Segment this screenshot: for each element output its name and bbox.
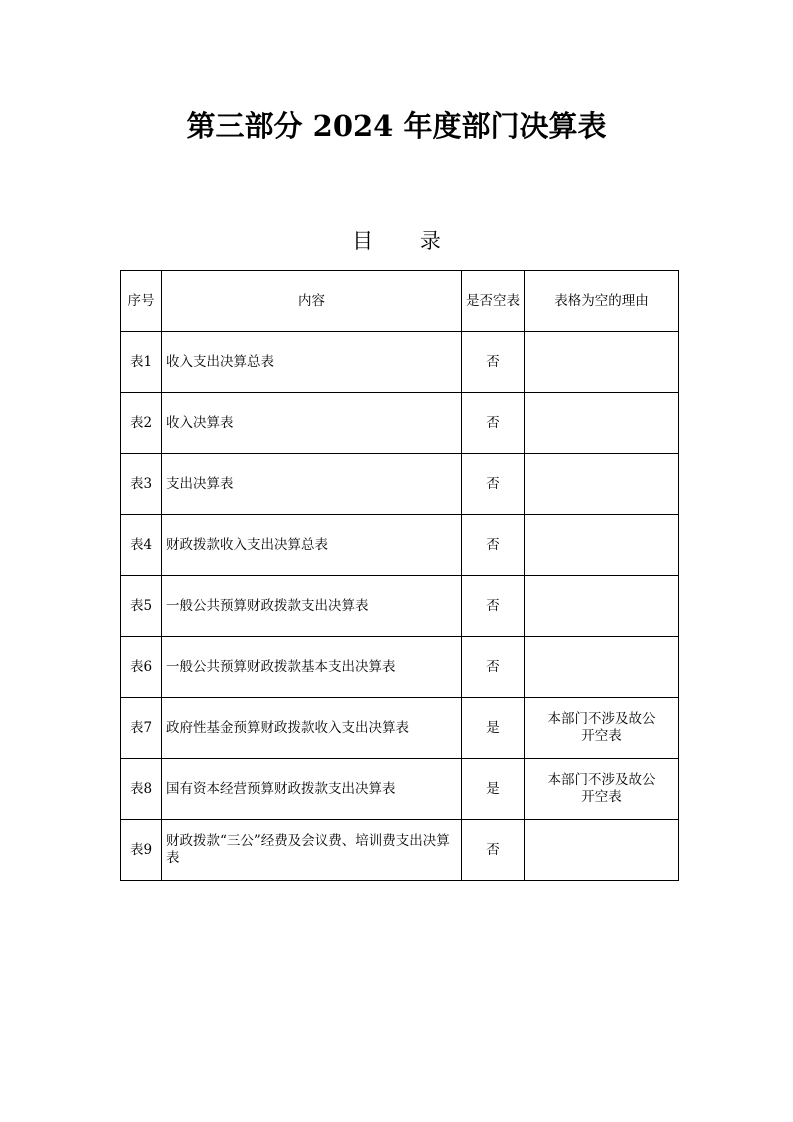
row-content: 收入支出决算总表 <box>162 332 462 393</box>
row-no: 表1 <box>121 332 162 393</box>
row-content: 一般公共预算财政拨款支出决算表 <box>162 576 462 637</box>
row-no: 表6 <box>121 637 162 698</box>
header-is-empty: 是否空表 <box>462 271 525 332</box>
row-reason <box>525 637 679 698</box>
row-no: 表2 <box>121 393 162 454</box>
table-row <box>121 454 679 515</box>
row-no: 表4 <box>121 515 162 576</box>
toc-heading: 目 录 <box>352 229 461 253</box>
header-content: 内容 <box>162 271 462 332</box>
row-reason: 本部门不涉及故公开空表 <box>525 698 679 759</box>
row-is-empty: 否 <box>462 515 525 576</box>
table-row <box>121 515 679 576</box>
row-no: 表3 <box>121 454 162 515</box>
row-reason <box>525 576 679 637</box>
header-no: 序号 <box>121 271 162 332</box>
row-is-empty: 是 <box>462 698 525 759</box>
row-is-empty: 否 <box>462 576 525 637</box>
row-content: 收入决算表 <box>162 393 462 454</box>
table-header-row <box>121 271 679 332</box>
row-no: 表8 <box>121 759 162 820</box>
row-reason <box>525 820 679 881</box>
row-content: 支出决算表 <box>162 454 462 515</box>
row-no: 表9 <box>121 820 162 881</box>
table-row <box>121 759 679 820</box>
document-title: 第三部分 2024 年度部门决算表 <box>186 109 607 143</box>
row-is-empty: 否 <box>462 393 525 454</box>
table-row <box>121 637 679 698</box>
row-content: 政府性基金预算财政拨款收入支出决算表 <box>162 698 462 759</box>
row-content: 财政拨款收入支出决算总表 <box>162 515 462 576</box>
row-content: 国有资本经营预算财政拨款支出决算表 <box>162 759 462 820</box>
row-is-empty: 否 <box>462 332 525 393</box>
row-reason: 本部门不涉及故公开空表 <box>525 759 679 820</box>
row-content: 一般公共预算财政拨款基本支出决算表 <box>162 637 462 698</box>
row-no: 表7 <box>121 698 162 759</box>
table-row <box>121 820 679 881</box>
header-reason: 表格为空的理由 <box>525 271 679 332</box>
row-reason <box>525 454 679 515</box>
row-is-empty: 否 <box>462 820 525 881</box>
table-row <box>121 332 679 393</box>
row-reason <box>525 332 679 393</box>
row-reason <box>525 515 679 576</box>
table-row <box>121 698 679 759</box>
row-is-empty: 否 <box>462 637 525 698</box>
row-is-empty: 是 <box>462 759 525 820</box>
table-row <box>121 393 679 454</box>
row-no: 表5 <box>121 576 162 637</box>
toc-table <box>120 270 679 881</box>
row-reason <box>525 393 679 454</box>
row-is-empty: 否 <box>462 454 525 515</box>
table-row <box>121 576 679 637</box>
row-content: 财政拨款“三公”经费及会议费、培训费支出决算表 <box>162 820 462 881</box>
